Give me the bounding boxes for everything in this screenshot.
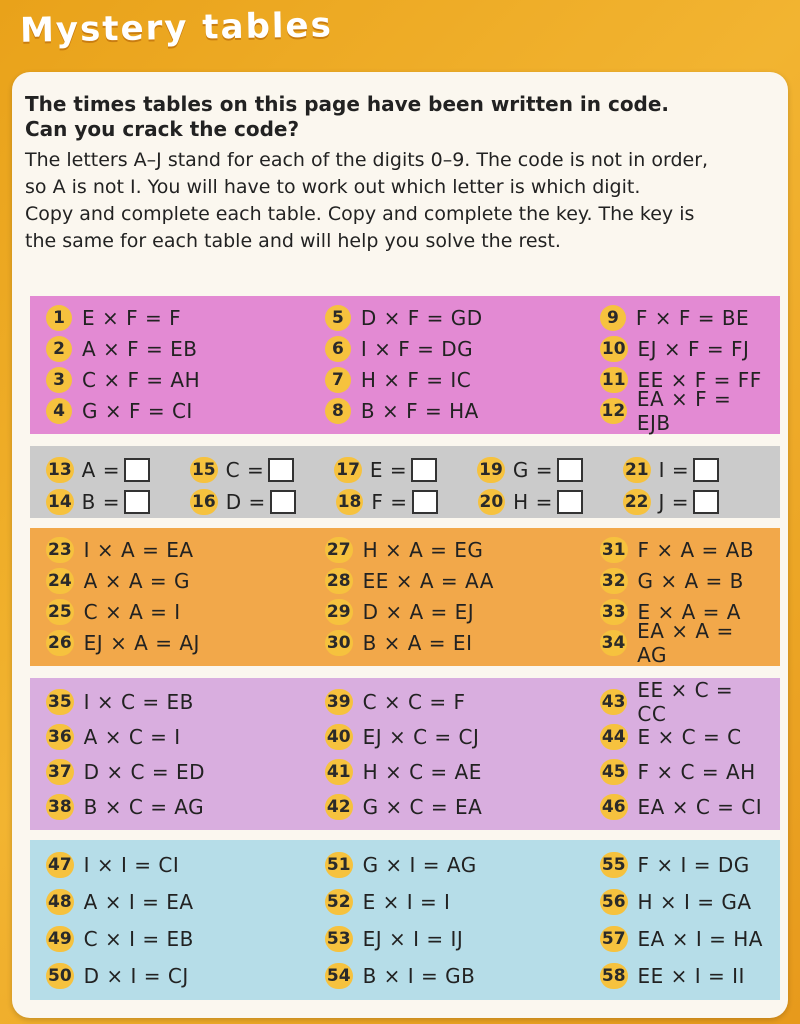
key-entry	[336, 489, 438, 515]
equation-row	[46, 565, 325, 596]
equation-row	[46, 846, 325, 883]
question-number: 43	[600, 689, 628, 715]
question-number: 10	[600, 336, 628, 362]
question-number: 36	[46, 724, 74, 750]
equation-column	[46, 534, 325, 658]
equation-text: EA × C = CI	[637, 794, 763, 819]
question-number: 48	[46, 889, 74, 915]
equation-row	[46, 957, 325, 994]
equation-text: I × C = EB	[83, 689, 194, 714]
equation-text: A × F = EB	[82, 336, 198, 361]
equation-text: B × A = EI	[362, 630, 473, 655]
equation-row	[325, 684, 600, 719]
equation-text: A × I = EA	[83, 889, 194, 914]
question-number: 30	[325, 630, 353, 656]
answer-box[interactable]	[557, 490, 583, 514]
key-letter: E =	[369, 458, 408, 482]
paragraph-1-line-2: so A is not I. You will have to work out which letter is which digit.	[25, 176, 641, 198]
question-number: 18	[336, 489, 364, 515]
equation-row	[325, 920, 600, 957]
question-number: 14	[46, 489, 74, 515]
equation-text: H × F = IC	[360, 367, 472, 392]
page-title: Mystery tables	[19, 5, 334, 51]
question-number: 31	[600, 537, 628, 563]
question-number: 17	[334, 457, 362, 483]
equation-text: F × I = DG	[637, 852, 750, 877]
question-number: 22	[623, 489, 651, 515]
equation-text: I × A = EA	[83, 537, 194, 562]
question-number: 26	[46, 630, 74, 656]
equation-column	[46, 684, 325, 824]
equation-text: I × F = DG	[360, 336, 474, 361]
equation-row	[46, 364, 325, 395]
equation-row	[600, 565, 768, 596]
equation-row	[600, 618, 768, 667]
equation-text: D × C = ED	[83, 759, 206, 784]
key-entry	[190, 489, 296, 515]
question-number: 15	[190, 457, 218, 483]
equation-row	[325, 596, 600, 627]
key-entry	[334, 457, 437, 483]
answer-box[interactable]	[411, 458, 437, 482]
question-number: 51	[325, 852, 353, 878]
key-letter: J =	[658, 490, 690, 514]
equation-text: D × I = CJ	[83, 963, 189, 988]
equation-column	[600, 846, 768, 994]
equation-text: F × C = AH	[637, 759, 756, 784]
answer-box[interactable]	[270, 490, 296, 514]
equation-column	[325, 846, 600, 994]
equation-row	[46, 789, 325, 824]
question-number: 12	[600, 398, 627, 424]
question-number: 58	[600, 963, 628, 989]
equation-row	[325, 364, 600, 395]
answer-box[interactable]	[124, 490, 150, 514]
equation-row	[46, 596, 325, 627]
equation-row	[325, 302, 600, 333]
question-number: 23	[46, 537, 74, 563]
question-number: 11	[600, 367, 628, 393]
equation-row	[600, 386, 768, 435]
equation-column	[600, 677, 768, 824]
question-number: 55	[600, 852, 628, 878]
equation-text: C × I = EB	[83, 926, 194, 951]
key-entry	[478, 489, 583, 515]
question-number: 27	[325, 537, 353, 563]
equation-text: H × I = GA	[637, 889, 752, 914]
question-number: 38	[46, 794, 74, 820]
equation-text: G × I = AG	[362, 852, 477, 877]
answer-box[interactable]	[557, 458, 583, 482]
key-entry	[623, 457, 719, 483]
equation-row	[46, 719, 325, 754]
equation-row	[600, 883, 768, 920]
equation-row	[325, 333, 600, 364]
equation-column	[46, 846, 325, 994]
equation-row	[46, 395, 325, 426]
question-number: 35	[46, 689, 74, 715]
question-number: 39	[325, 689, 353, 715]
question-number: 20	[478, 489, 506, 515]
table-1-band	[30, 296, 780, 434]
key-letter: D =	[225, 490, 266, 514]
equation-text: I × I = CI	[83, 852, 180, 877]
equation-text: H × A = EG	[362, 537, 484, 562]
equation-text: EA × A = AG	[637, 618, 734, 667]
equation-text: F × F = BE	[635, 305, 750, 330]
equation-text: A × A = G	[83, 568, 190, 593]
equation-row	[325, 395, 600, 426]
table-3-band	[30, 678, 780, 830]
equation-text: EJ × C = CJ	[362, 724, 480, 749]
key-letter: I =	[658, 458, 690, 482]
equation-text: EA × I = HA	[637, 926, 763, 951]
key-entry	[46, 489, 150, 515]
question-number: 24	[46, 568, 74, 594]
key-letter: G =	[512, 458, 553, 482]
equation-text: E × C = C	[637, 724, 742, 749]
equation-row	[46, 627, 325, 658]
key-letter: B =	[81, 490, 121, 514]
equation-text: EE × F = FF	[637, 367, 762, 392]
equation-text: A × C = I	[83, 724, 181, 749]
equation-row	[46, 754, 325, 789]
equation-row	[325, 534, 600, 565]
equation-text: F × A = AB	[637, 537, 755, 562]
key-letter: C =	[225, 458, 265, 482]
equation-column	[46, 302, 325, 426]
paragraph-1-line-1: The letters A–J stand for each of the digits 0–9. The code is not in order,	[25, 149, 709, 171]
equation-row	[46, 920, 325, 957]
key-entry	[46, 457, 150, 483]
equation-row	[325, 957, 600, 994]
equation-text: C × C = F	[362, 689, 466, 714]
equation-text: EJ × I = IJ	[362, 926, 464, 951]
equation-text: C × A = I	[83, 599, 181, 624]
equation-text: EE × I = II	[637, 963, 745, 988]
equation-row	[600, 920, 768, 957]
question-number: 57	[600, 926, 628, 952]
question-number: 32	[600, 568, 628, 594]
question-number: 47	[46, 852, 74, 878]
key-entry	[190, 457, 294, 483]
equation-column	[600, 302, 768, 435]
question-number: 54	[325, 963, 353, 989]
equation-text: B × F = HA	[360, 398, 479, 423]
question-number: 56	[600, 889, 628, 915]
answer-box[interactable]	[268, 458, 294, 482]
question-number: 4	[46, 398, 72, 424]
equation-text: D × F = GD	[360, 305, 483, 330]
key-entry	[477, 457, 583, 483]
equation-text: EJ × F = FJ	[637, 336, 750, 361]
equation-text: H × C = AE	[362, 759, 482, 784]
question-number: 19	[477, 457, 505, 483]
question-number: 29	[325, 599, 353, 625]
equation-text: G × C = EA	[362, 794, 483, 819]
question-number: 42	[325, 794, 353, 820]
equation-text: C × F = AH	[82, 367, 201, 392]
question-number: 44	[600, 724, 628, 750]
question-number: 28	[325, 568, 353, 594]
equation-column	[325, 534, 600, 658]
equation-row	[46, 302, 325, 333]
equation-text: D × A = EJ	[362, 599, 475, 624]
instructions-heading	[25, 92, 785, 142]
question-number: 49	[46, 926, 74, 952]
equation-text: G × A = B	[637, 568, 744, 593]
equation-row	[46, 684, 325, 719]
equation-row	[600, 534, 768, 565]
heading-line-1: The times tables on this page have been written in code.	[25, 92, 670, 116]
question-number: 37	[46, 759, 74, 785]
question-number: 6	[325, 336, 351, 362]
heading-line-2: Can you crack the code?	[25, 117, 300, 141]
key-letter: A =	[81, 458, 120, 482]
question-number: 53	[325, 926, 353, 952]
key-letter: F =	[371, 490, 408, 514]
key-row-1	[46, 454, 768, 486]
equation-text: EJ × A = AJ	[83, 630, 200, 655]
equation-row	[600, 754, 768, 789]
equation-row	[46, 534, 325, 565]
equation-column	[600, 534, 768, 667]
question-number: 34	[600, 630, 627, 656]
equation-row	[600, 846, 768, 883]
instructions	[25, 92, 785, 256]
equation-row	[600, 789, 768, 824]
equation-text: G × F = CI	[82, 398, 193, 423]
question-number: 2	[46, 336, 72, 362]
equation-row	[600, 302, 768, 333]
equation-column	[325, 302, 600, 426]
question-number: 40	[325, 724, 353, 750]
equation-row	[325, 883, 600, 920]
equation-text: EE × C = CC	[637, 677, 734, 726]
equation-row	[46, 883, 325, 920]
equation-row	[325, 789, 600, 824]
equation-text: E × I = I	[362, 889, 451, 914]
equation-row	[325, 627, 600, 658]
question-number: 16	[190, 489, 218, 515]
table-4-band	[30, 840, 780, 1000]
key-entry	[623, 489, 719, 515]
question-number: 33	[600, 599, 628, 625]
equation-text: EE × A = AA	[362, 568, 494, 593]
answer-box[interactable]	[693, 458, 719, 482]
equation-row	[600, 719, 768, 754]
paragraph-2-line-2: the same for each table and will help you solve the rest.	[25, 230, 561, 252]
question-number: 8	[325, 398, 351, 424]
question-number: 21	[623, 457, 651, 483]
equation-row	[325, 754, 600, 789]
question-number: 3	[46, 367, 72, 393]
question-number: 5	[325, 305, 351, 331]
question-number: 41	[325, 759, 353, 785]
question-number: 50	[46, 963, 74, 989]
equation-row	[46, 333, 325, 364]
equation-text: E × F = F	[82, 305, 182, 330]
question-number: 1	[46, 305, 72, 331]
question-number: 13	[46, 457, 74, 483]
question-number: 25	[46, 599, 74, 625]
question-number: 9	[600, 305, 626, 331]
equation-row	[600, 957, 768, 994]
question-number: 46	[600, 794, 628, 820]
key-letter: H =	[513, 490, 553, 514]
equation-text: EA × F = EJB	[636, 386, 732, 435]
equation-row	[600, 333, 768, 364]
question-number: 45	[600, 759, 628, 785]
equation-text: E × A = A	[637, 599, 741, 624]
equation-row	[325, 565, 600, 596]
answer-box[interactable]	[124, 458, 150, 482]
answer-box[interactable]	[693, 490, 719, 514]
question-number: 7	[325, 367, 351, 393]
equation-column	[325, 684, 600, 824]
equation-text: B × I = GB	[362, 963, 476, 988]
paragraph-2-line-1: Copy and complete each table. Copy and complete the key. The key is	[25, 203, 695, 225]
answer-box[interactable]	[412, 490, 438, 514]
equation-row	[325, 846, 600, 883]
key-row-2	[46, 486, 768, 518]
equation-row	[600, 677, 768, 726]
key-band	[30, 446, 780, 518]
table-2-band	[30, 528, 780, 666]
question-number: 52	[325, 889, 353, 915]
equation-row	[325, 719, 600, 754]
equation-text: B × C = AG	[83, 794, 205, 819]
